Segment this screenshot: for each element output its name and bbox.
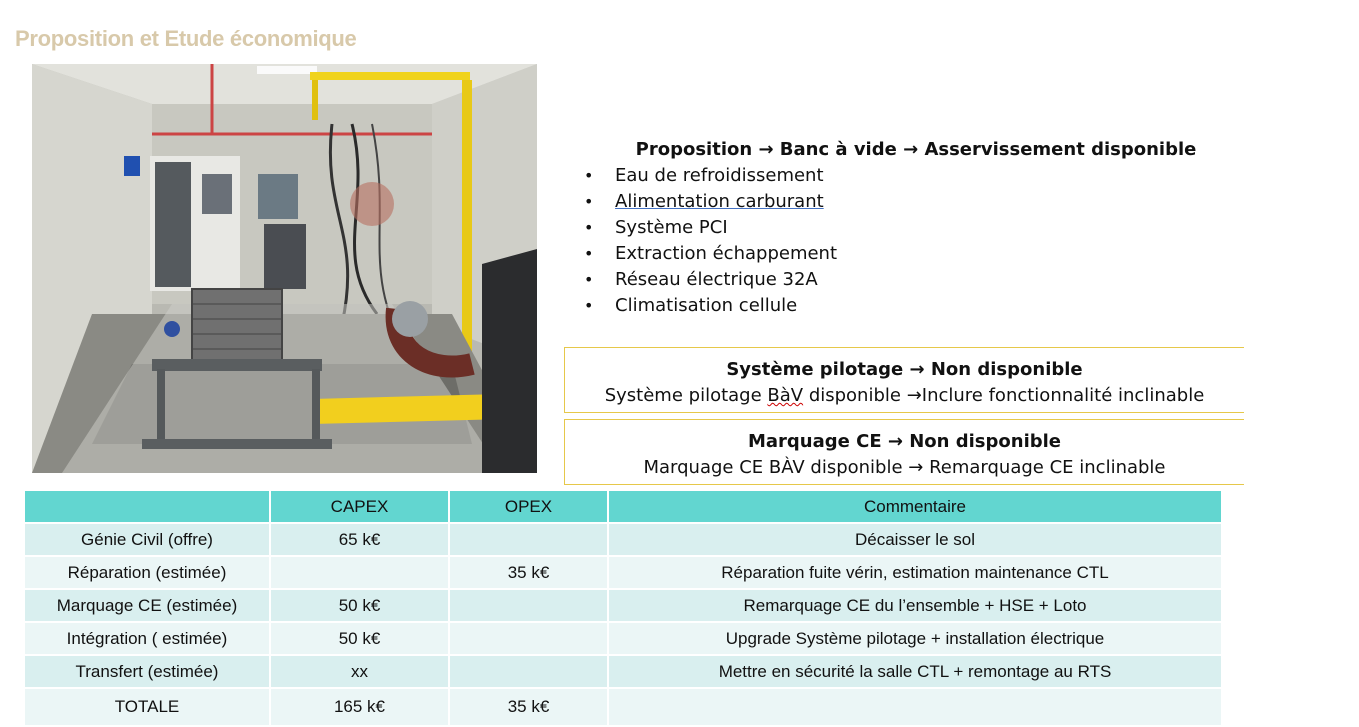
pilotage-text-post: disponible →Inclure fonctionnalité inclinable [803,385,1205,406]
pilotage-text [565,383,1244,409]
cell: Intégration ( estimée) [25,622,270,655]
economic-table [25,491,1223,727]
cell: TOTALE [25,688,270,726]
cell: Remarquage CE du l’ensemble + HSE + Loto [608,589,1222,622]
proposition-list [580,163,1250,319]
header-cell: CAPEX [270,491,449,523]
marquage-heading: Marquage CE → Non disponible [747,431,1062,452]
table-row-total [25,688,1222,726]
proposition-heading: Proposition → Banc à vide → Asservissement disponible [635,139,1197,160]
pilotage-box [564,347,1244,413]
list-item: • Extraction échappement [580,241,1250,267]
cell: Transfert (estimée) [25,655,270,688]
table-row [25,622,1222,655]
marquage-text: Marquage CE BÀV disponible → Remarquage CE inclinable [643,457,1166,478]
cell: Réparation (estimée) [25,556,270,589]
cell: 50 k€ [270,622,449,655]
table-header-row [25,491,1222,523]
list-item: • Réseau électrique 32A [580,267,1250,293]
list-item: • Système PCI [580,215,1250,241]
cell: Génie Civil (offre) [25,523,270,556]
test-bench-photo [32,64,537,473]
marquage-box [564,419,1244,485]
cell [449,622,608,655]
list-item-text: Alimentation carburant [615,191,824,212]
list-item: • Eau de refroidissement [580,163,1250,189]
table-row [25,655,1222,688]
pilotage-text-pre: Système pilotage [604,385,768,406]
cell [608,688,1222,726]
cell [449,589,608,622]
header-cell [25,491,270,523]
cell: 35 k€ [449,688,608,726]
cell: 65 k€ [270,523,449,556]
table-row [25,556,1222,589]
list-item: • Climatisation cellule [580,293,1250,319]
cell: Marquage CE (estimée) [25,589,270,622]
pilotage-heading: Système pilotage → Non disponible [726,359,1083,380]
cell: 35 k€ [449,556,608,589]
header-cell: Commentaire [608,491,1222,523]
cell: xx [270,655,449,688]
table-row [25,589,1222,622]
cell: 165 k€ [270,688,449,726]
list-item [580,189,1250,215]
cell [449,523,608,556]
cell: Mettre en sécurité la salle CTL + remontage au RTS [608,655,1222,688]
proposition-block [580,137,1250,319]
cell: Réparation fuite vérin, estimation maintenance CTL [608,556,1222,589]
table-row [25,523,1222,556]
cell: Upgrade Système pilotage + installation électrique [608,622,1222,655]
pilotage-text-mark: BàV [767,385,804,406]
header-cell: OPEX [449,491,608,523]
page-title: Proposition et Etude économique [15,26,357,51]
cell [449,655,608,688]
cell: Décaisser le sol [608,523,1222,556]
cell: 50 k€ [270,589,449,622]
cell [270,556,449,589]
